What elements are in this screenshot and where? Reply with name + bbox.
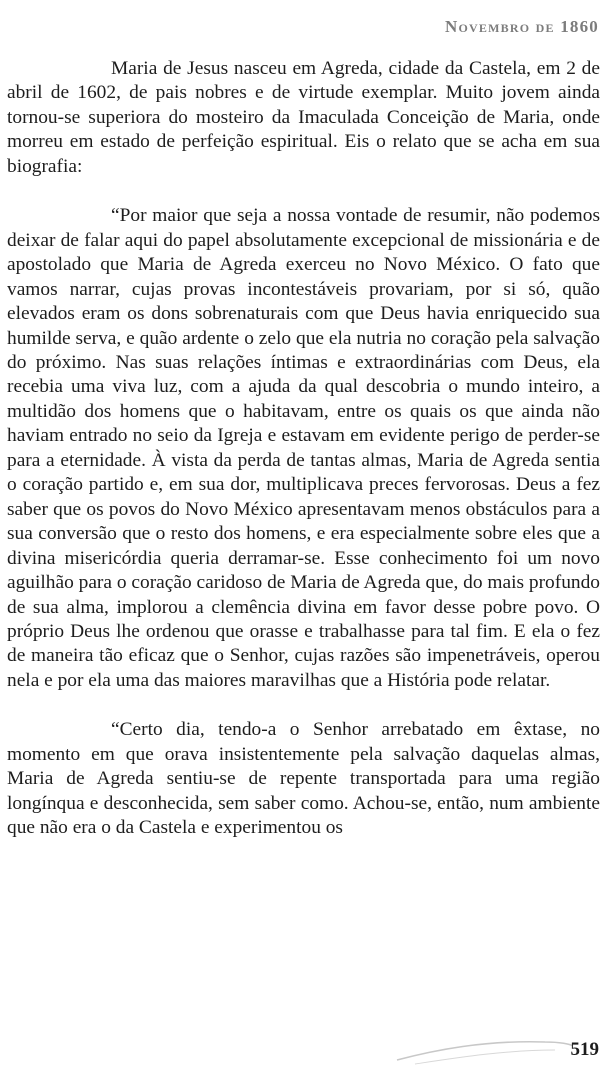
paragraph-ecstasy-quote: “Certo dia, tendo-a o Senhor arrebatado em êxtase, no momento em que orava insistentemente pela salvação daquelas almas, Maria de Agreda sentiu-se de repente transportada para uma região longínqua e desconhecida, sem saber como. Achou-se, então, num ambiente que não era o da Castela e experimentou os [7, 719, 600, 839]
running-header: Novembro de 1860 [445, 17, 599, 36]
body-text [7, 57, 600, 841]
paragraph-intro: Maria de Jesus nasceu em Agreda, cidade da Castela, em 2 de abril de 1602, de pais nobres e de virtude exemplar. Muito jovem ainda tornou-se superiora do mosteiro da Imaculada Conceição de Maria, onde morreu em estado de perfeição espiritual. Eis o relato que se acha em sua biografia: [7, 58, 600, 177]
footer-swoosh-ornament [395, 1030, 575, 1070]
paragraph-biography-quote: “Por maior que seja a nossa vontade de resumir, não podemos deixar de falar aqui do papel absolutamente excepcional de missionária e de apostolado que Maria de Agreda exerceu no Novo México. O fato que vamos narrar, cujas provas incontestáveis provariam, por si só, quão elevados eram os dons sobrenaturais com que Deus havia enriquecido sua humilde serva, e quão ardente o zelo que ela nutria no coração pela salvação do próximo. Nas suas relações íntimas e extraordinárias com Deus, ela recebia uma viva luz, com a ajuda da qual descobria o mundo inteiro, a multidão dos homens que o habitavam, entre os quais os que ainda não haviam entrado no seio da Igreja e estavam em evidente perigo de perder-se para a eternidade. À vista da perda de tantas almas, Maria de Agreda sentia o coração partido e, em sua dor, multiplicava preces fervorosas. Deus a fez saber que os povos do Novo México apresentavam menos obstáculos para a sua conversão que o resto dos homens, e era especialmente sobre eles que a divina misericórdia queria derramar-se. Esse conhecimento foi um novo aguilhão para o coração caridoso de Maria de Agreda que, do mais profundo de sua alma, implorou a clemência divina em favor desse pobre povo. O próprio Deus lhe ordenou que orasse e trabalhasse para tal fim. E ela o fez de maneira tão eficaz que o Senhor, cujas razões são impenetráveis, operou nela e por ela uma das maiores maravilhas que a História pode relatar. [7, 205, 600, 691]
page-number: 519 [570, 1039, 599, 1060]
